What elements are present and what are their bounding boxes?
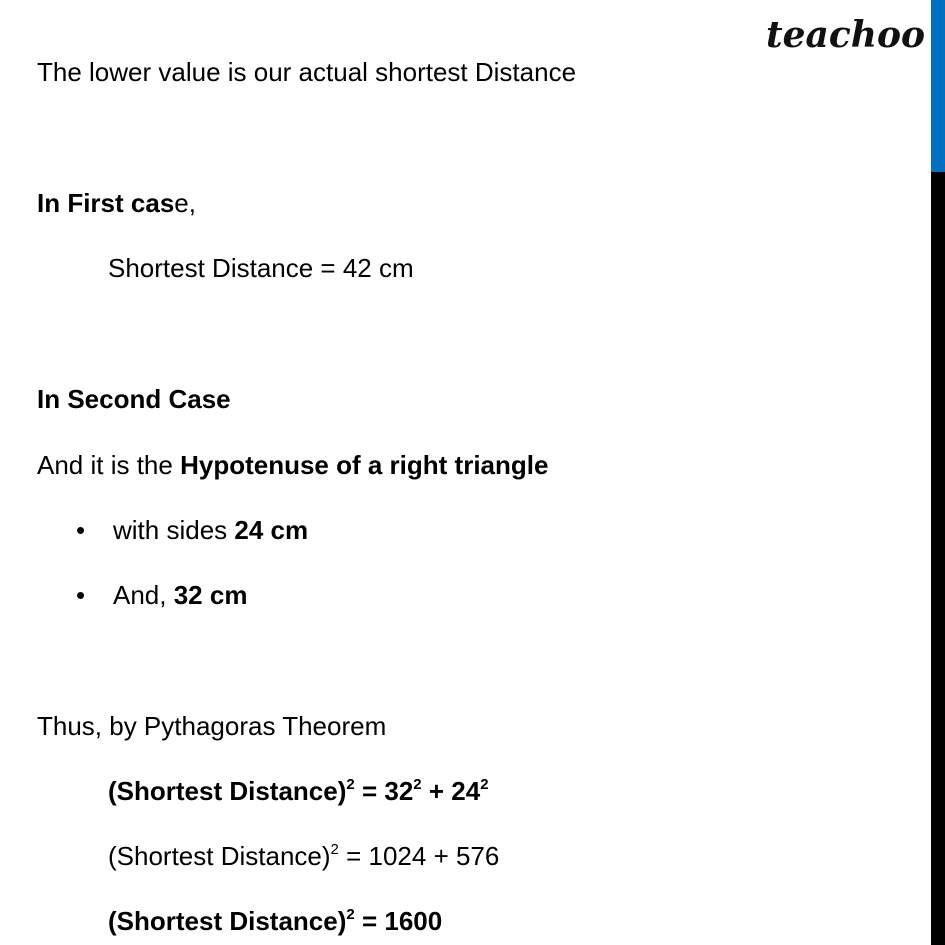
equation-1	[108, 776, 489, 806]
eq2-lhs-exponent: 2	[330, 841, 339, 858]
eq2-rhs: = 1024 + 576	[338, 841, 500, 871]
equation-2	[108, 841, 499, 871]
first-case-heading-bold: In First cas	[37, 188, 175, 218]
bullet-icon: •	[76, 580, 86, 610]
eq1-term-b: + 24	[421, 776, 481, 806]
first-case-heading-rest: e,	[174, 188, 196, 218]
eq1-b-exponent: 2	[480, 776, 489, 793]
eq1-a-exponent: 2	[413, 776, 422, 793]
hypotenuse-statement	[37, 450, 548, 480]
equation-3	[108, 906, 442, 936]
bullet-text-side-1	[113, 515, 308, 545]
hypotenuse-statement-bold: Hypotenuse of a right triangle	[180, 450, 549, 480]
eq2-lhs: (Shortest Distance)	[108, 841, 331, 871]
eq3-lhs-exponent: 2	[346, 906, 355, 923]
bullet-item-side-1	[76, 515, 85, 545]
eq1-term-a: = 32	[354, 776, 414, 806]
bullet-text-side-2	[113, 580, 247, 610]
eq3-rhs: = 1600	[354, 906, 443, 936]
second-case-heading: In Second Case	[37, 384, 231, 414]
hypotenuse-statement-plain: And it is the	[37, 450, 181, 480]
accent-bar-blue	[931, 0, 945, 172]
bullet-bold: 32 cm	[173, 580, 248, 610]
first-case-heading	[37, 188, 196, 218]
bullet-plain: with sides	[113, 515, 235, 545]
teachoo-logo: teachoo	[766, 14, 925, 56]
pythagoras-intro: Thus, by Pythagoras Theorem	[37, 711, 387, 741]
first-case-result: Shortest Distance = 42 cm	[108, 253, 414, 283]
intro-text: The lower value is our actual shortest Distance	[37, 57, 577, 87]
accent-bar-black	[931, 172, 945, 945]
bullet-icon: •	[76, 515, 86, 545]
eq1-lhs-exponent: 2	[346, 776, 355, 793]
bullet-plain: And,	[113, 580, 174, 610]
eq1-lhs: (Shortest Distance)	[108, 776, 347, 806]
bullet-item-side-2	[76, 580, 85, 610]
eq3-lhs: (Shortest Distance)	[108, 906, 347, 936]
bullet-bold: 24 cm	[234, 515, 309, 545]
